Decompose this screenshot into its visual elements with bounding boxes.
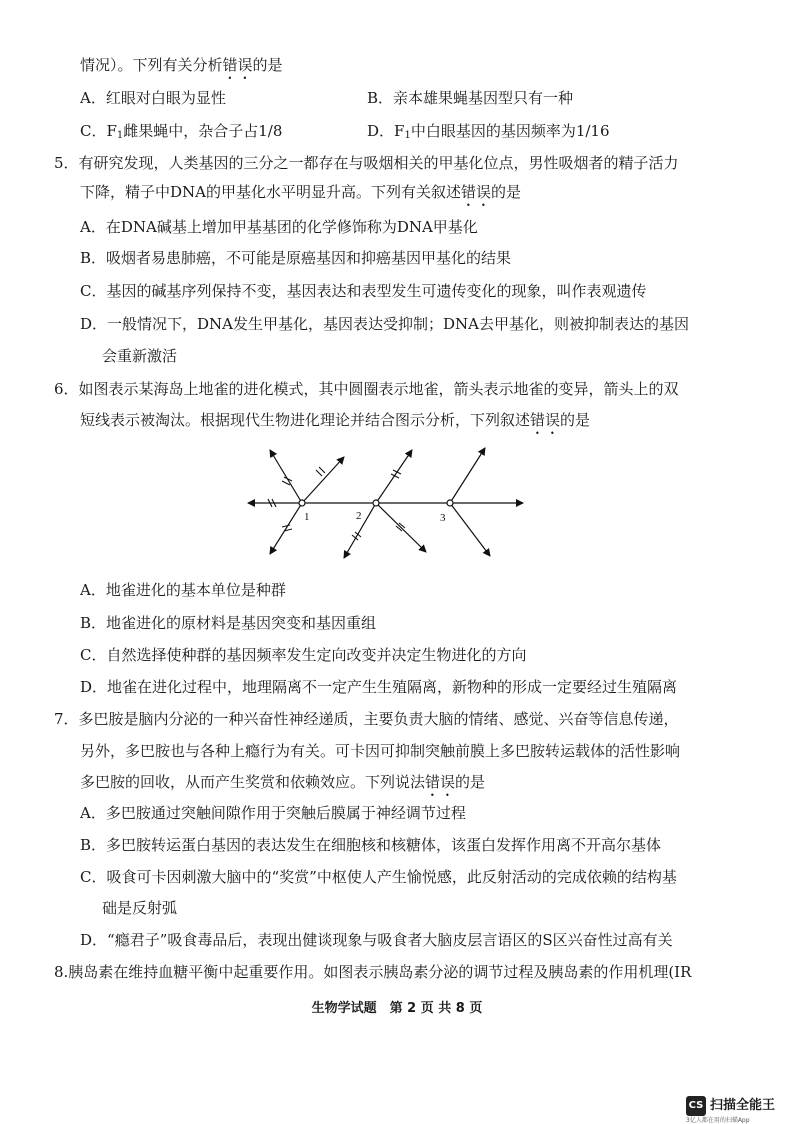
q8-stem-line1: 8.胰岛素在维持血糖平衡中起重要作用。如图表示胰岛素分泌的调节过程及胰岛素的作用机理(IR xyxy=(54,963,692,981)
q7-option-c-line1: C．吸食可卡因刺激大脑中的“奖赏”中枢使人产生愉悦感，此反射活动的完成依赖的结构基 xyxy=(80,868,677,886)
node2-branch-down-right xyxy=(376,503,426,552)
scanner-watermark xyxy=(686,1096,786,1122)
node1-branch-down xyxy=(270,503,302,554)
q5-stem-line2: 下降，精子中DNA的甲基化水平明显升高。下列有关叙述错误的是 xyxy=(80,183,522,201)
q6-stem-line2: 短线表示被淘汰。根据现代生物进化理论并结合图示分析，下列叙述错误的是 xyxy=(80,411,591,429)
q4-option-a: A．红眼对白眼为显性 xyxy=(80,89,226,107)
q4-option-b: B．亲本雄果蝇基因型只有一种 xyxy=(367,89,574,107)
node3-branch-down xyxy=(450,503,490,556)
scanner-logo-icon: CS xyxy=(686,1096,706,1116)
page-footer: 生物学试题 第 2 页 共 8 页 xyxy=(311,1001,483,1016)
q4-option-d: D．$F_1$中白眼基因的基因频率为1/16 xyxy=(367,122,610,141)
q4-option-c: C．$F_1$雌果蝇中，杂合子占1/8 xyxy=(80,122,283,141)
q6-option-d: D．地雀在进化过程中，地理隔离不一定产生生殖隔离，新物种的形成一定要经过生殖隔离 xyxy=(80,678,678,696)
q6-option-b: B．地雀进化的原材料是基因突变和基因重组 xyxy=(80,614,377,632)
node-label-2: 2 xyxy=(356,510,362,522)
node1-branch-up-left xyxy=(270,450,302,503)
q5-option-d-line1: D．一般情况下，DNA发生甲基化，基因表达受抑制；DNA去甲基化，则被抑制表达的基因 xyxy=(80,315,689,333)
q7-option-d: D．“瘾君子”吸食毒品后，表现出健谈现象与吸食者大脑皮层言语区的S区兴奋性过高有关 xyxy=(80,931,673,949)
finch-node-2 xyxy=(373,500,379,506)
node3-branch-up xyxy=(450,448,485,503)
q6-stem-line1: 6．如图表示某海岛上地雀的进化模式，其中圆圈表示地雀，箭头表示地雀的变异，箭头上的双 xyxy=(54,380,679,398)
finch-node-3 xyxy=(447,500,453,506)
q7-option-c-line2: 础是反射弧 xyxy=(102,899,178,917)
q7-stem-line1: 7．多巴胺是脑内分泌的一种兴奋性神经递质，主要负责大脑的情绪、感觉、兴奋等信息传递， xyxy=(54,710,679,728)
q5-option-c: C．基因的碱基序列保持不变，基因表达和表型发生可遗传变化的现象，叫作表观遗传 xyxy=(80,282,647,300)
q7-option-b: B．多巴胺转运蛋白基因的表达发生在细胞核和核糖体，该蛋白发挥作用离不开高尔基体 xyxy=(80,836,662,854)
q5-stem-line1: 5．有研究发现，人类基因的三分之一都存在与吸烟相关的甲基化位点，男性吸烟者的精子活力 xyxy=(54,154,679,172)
scanner-app-name: 扫描全能王 xyxy=(710,1098,776,1113)
q6-option-a: A．地雀进化的基本单位是种群 xyxy=(80,581,286,599)
q5-option-a: A．在DNA碱基上增加甲基基团的化学修饰称为DNA甲基化 xyxy=(80,218,478,236)
node-label-3: 3 xyxy=(440,512,446,524)
q5-option-d-line2: 会重新激活 xyxy=(102,347,178,365)
q6-option-c: C．自然选择使种群的基因频率发生定向改变并决定生物进化的方向 xyxy=(80,646,527,664)
q7-stem-line3: 多巴胺的回收，从而产生奖赏和依赖效应。下列说法错误的是 xyxy=(80,773,486,791)
q4-stem: 情况）。下列有关分析错误的是 xyxy=(80,56,283,74)
q5-option-b: B．吸烟者易患肺癌，不可能是原癌基因和抑癌基因甲基化的结果 xyxy=(80,249,512,267)
node1-branch-up-right xyxy=(302,457,344,503)
scanner-tagline: 3亿人都在用的扫描App xyxy=(686,1117,750,1124)
finch-node-1 xyxy=(299,500,305,506)
node-label-1: 1 xyxy=(304,511,310,523)
q7-option-a: A．多巴胺通过突触间隙作用于突触后膜属于神经调节过程 xyxy=(80,804,466,822)
node2-branch-up-left xyxy=(376,450,412,503)
finch-evolution-diagram xyxy=(240,440,530,565)
q7-stem-line2: 另外，多巴胺也与各种上瘾行为有关。可卡因可抑制突触前膜上多巴胺转运载体的活性影响 xyxy=(80,742,681,760)
